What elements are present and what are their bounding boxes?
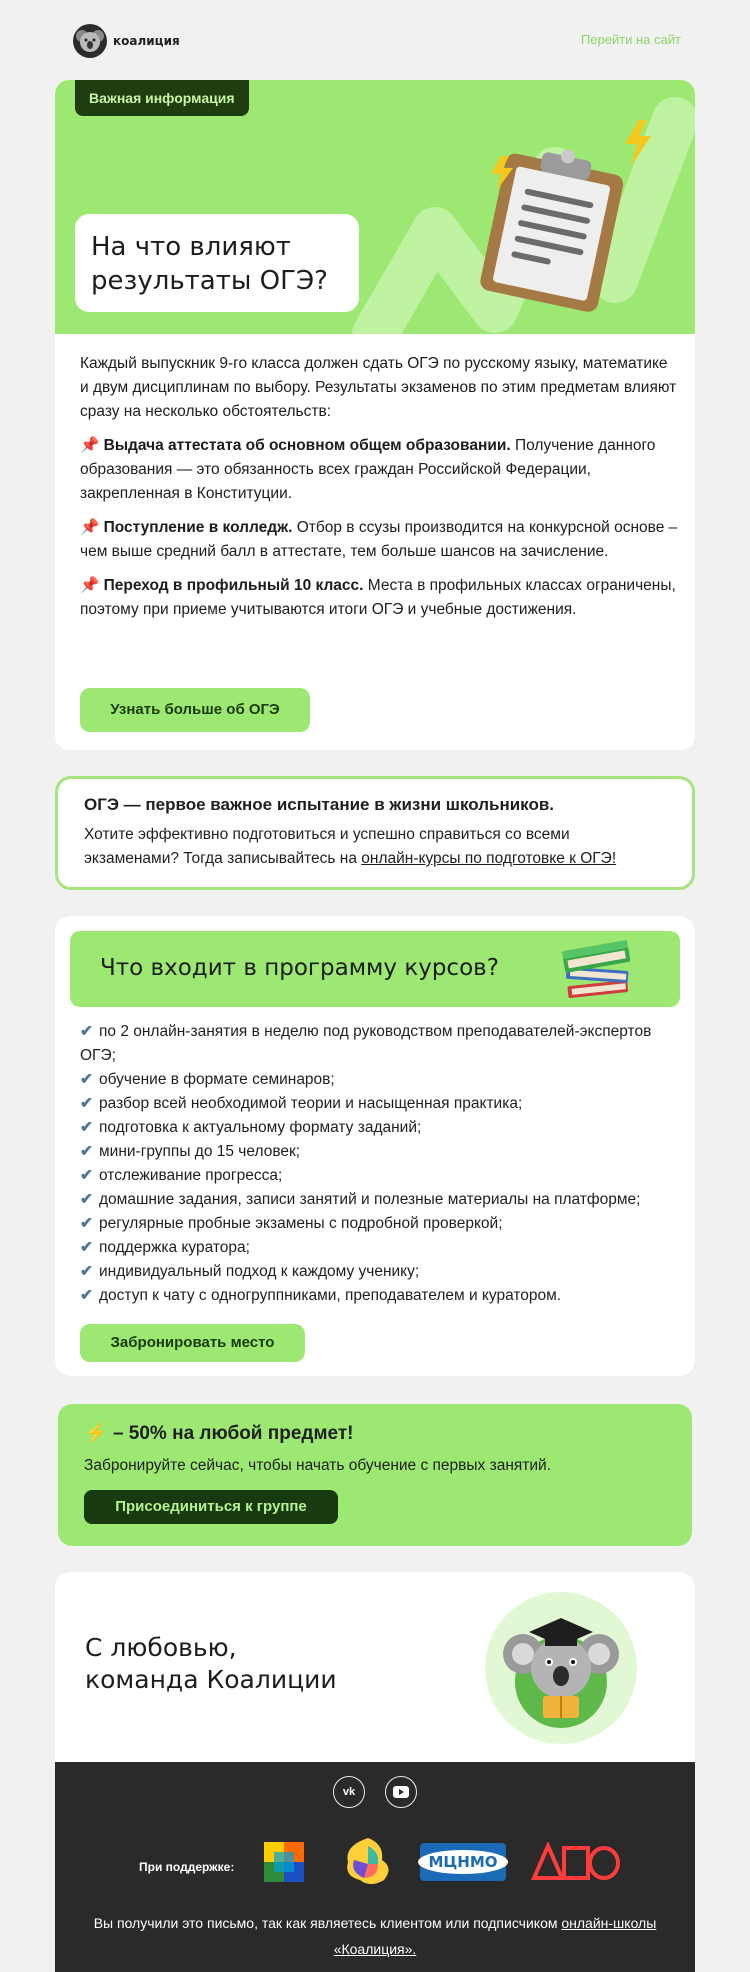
email-footer xyxy=(55,1762,695,1972)
list-item xyxy=(80,1236,680,1260)
intro-point xyxy=(80,574,680,622)
intro-point-text: Отбор в ссузы производится на конкурсной основе – чем выше средний балл в аттестате, тем больше шансов на зачисление. xyxy=(80,519,678,560)
check-icon: ✔ xyxy=(80,1239,93,1256)
promo-text: Забронируйте сейчас, чтобы начать обучение с первых занятий. xyxy=(84,1457,552,1474)
intro-point xyxy=(80,516,680,564)
list-item xyxy=(80,1092,680,1116)
intro-point-title: Выдача аттестата об основном общем образовании. xyxy=(103,437,511,454)
list-item xyxy=(80,1020,680,1068)
list-item-text: по 2 онлайн-занятия в неделю под руководством преподавателей-экспертов ОГЭ; xyxy=(80,1023,652,1064)
partner-dpo-logo[interactable] xyxy=(530,1842,622,1882)
goto-site-link[interactable]: Перейти на сайт xyxy=(580,32,681,47)
lightning-icon xyxy=(487,156,517,190)
notice-title: ОГЭ — первое важное испытание в жизни школьников. xyxy=(84,795,555,814)
important-tag: Важная информация xyxy=(75,80,249,116)
list-item xyxy=(80,1260,680,1284)
signature-card xyxy=(55,1572,695,1762)
info-card xyxy=(55,80,695,750)
partner-mcnmo-logo[interactable] xyxy=(420,1843,506,1881)
check-icon: ✔ xyxy=(80,1191,93,1208)
check-icon: ✔ xyxy=(80,1119,93,1136)
intro-point-text: Получение данного образования — это обязанность всех граждан Российской Федерации, закрепленная в Конституции. xyxy=(80,437,656,502)
list-item-text: индивидуальный подход к каждому ученику; xyxy=(99,1263,420,1280)
list-item-text: обучение в формате семинаров; xyxy=(99,1071,335,1088)
hero-banner xyxy=(55,80,695,334)
vk-icon[interactable] xyxy=(333,1776,365,1808)
check-icon: ✔ xyxy=(80,1263,93,1280)
notice-text-body: Хотите эффективно подготовиться и успешно справиться со всеми экзаменами? Тогда записывайтесь на xyxy=(84,826,570,867)
signature-text xyxy=(85,1632,337,1696)
list-item-text: разбор всей необходимой теории и насыщенная практика; xyxy=(99,1095,523,1112)
email-header xyxy=(55,0,695,80)
intro-body xyxy=(80,352,680,632)
youtube-icon[interactable] xyxy=(385,1776,417,1808)
promo-title-text: – 50% на любой предмет! xyxy=(107,1423,354,1444)
check-icon: ✔ xyxy=(80,1023,93,1040)
footer-note-text: Вы получили это письмо, так как являетесь клиентом или подписчиком xyxy=(93,1915,562,1931)
social-links xyxy=(333,1776,417,1808)
list-item-text: поддержка куратора; xyxy=(99,1239,250,1256)
vk-label: vk xyxy=(342,1786,356,1798)
list-item-text: доступ к чату с одногруппниками, преподавателем и куратором. xyxy=(99,1287,562,1304)
list-item-text: мини-группы до 15 человек; xyxy=(99,1143,301,1160)
check-icon: ✔ xyxy=(80,1167,93,1184)
signature-line: С любовью, xyxy=(85,1633,237,1662)
books-icon xyxy=(558,931,640,1007)
brand-logo[interactable] xyxy=(73,24,180,58)
courses-link[interactable]: онлайн-курсы по подготовке к ОГЭ! xyxy=(361,850,617,867)
check-icon: ✔ xyxy=(80,1095,93,1112)
hero-title-line: результаты ОГЭ? xyxy=(91,266,328,296)
clipboard-icon xyxy=(465,122,635,312)
list-item xyxy=(80,1068,680,1092)
pin-icon: 📌 xyxy=(80,519,100,536)
signature-line: команда Коалиции xyxy=(85,1665,337,1694)
footer-note xyxy=(75,1910,675,1962)
check-icon: ✔ xyxy=(80,1215,93,1232)
list-item-text: отслеживание прогресса; xyxy=(99,1167,283,1184)
lightning-icon: ⚡ xyxy=(84,1423,108,1444)
intro-point-title: Поступление в колледж. xyxy=(103,519,293,536)
intro-point-title: Переход в профильный 10 класс. xyxy=(103,577,364,594)
learn-more-oge-button[interactable]: Узнать больше об ОГЭ xyxy=(80,688,310,732)
pin-icon: 📌 xyxy=(80,437,100,454)
support-label: При поддержке: xyxy=(139,1860,235,1874)
check-icon: ✔ xyxy=(80,1287,93,1304)
intro-paragraph: Каждый выпускник 9-го класса должен сдать ОГЭ по русскому языку, математике и двум дисциплинам по выбору. Результаты экзаменов по этим предметам влияют сразу на несколько обстоятельств: xyxy=(80,355,677,420)
list-item xyxy=(80,1116,680,1140)
intro-point xyxy=(80,434,680,506)
partner-mcnmo-label: МЦНМО xyxy=(418,1850,507,1874)
list-item xyxy=(80,1140,680,1164)
notice-card xyxy=(55,776,695,890)
program-card xyxy=(55,916,695,1376)
brand-name: коалиция xyxy=(113,34,180,48)
koala-mascot xyxy=(485,1592,637,1744)
list-item xyxy=(80,1284,680,1308)
list-item-text: подготовка к актуальному формату заданий; xyxy=(99,1119,422,1136)
pin-icon: 📌 xyxy=(80,577,100,594)
check-icon: ✔ xyxy=(80,1071,93,1088)
intro-point-text: Места в профильных классах ограничены, поэтому при приеме учитываются итоги ОГЭ и учебные достижения. xyxy=(80,577,676,618)
list-item-text: домашние задания, записи занятий и полезные материалы на платформе; xyxy=(99,1191,641,1208)
check-icon: ✔ xyxy=(80,1143,93,1160)
list-item xyxy=(80,1164,680,1188)
list-item-text: регулярные пробные экзамены с подробной проверкой; xyxy=(99,1215,503,1232)
partner-star-logo[interactable] xyxy=(340,1834,396,1890)
program-title: Что входит в программу курсов? xyxy=(100,955,499,981)
join-group-button[interactable]: Присоединиться к группе xyxy=(84,1490,338,1524)
promo-title xyxy=(84,1420,666,1448)
program-list xyxy=(80,1020,680,1308)
program-header xyxy=(70,931,680,1007)
list-item xyxy=(80,1188,680,1212)
school-link[interactable]: онлайн-школы «Коалиция». xyxy=(333,1915,657,1957)
hero-title-line: На что влияют xyxy=(91,232,291,262)
hero-title xyxy=(91,230,343,298)
lightning-icon xyxy=(621,120,653,166)
partner-cube-logo[interactable] xyxy=(260,1834,316,1890)
promo-card xyxy=(58,1404,692,1546)
koala-graduate-icon xyxy=(485,1592,637,1744)
list-item xyxy=(80,1212,680,1236)
notice-text xyxy=(84,823,666,871)
hero-title-box xyxy=(75,214,359,312)
book-place-button[interactable]: Забронировать место xyxy=(80,1324,305,1362)
partner-logos xyxy=(260,1834,622,1890)
koala-logo-icon xyxy=(73,24,107,58)
